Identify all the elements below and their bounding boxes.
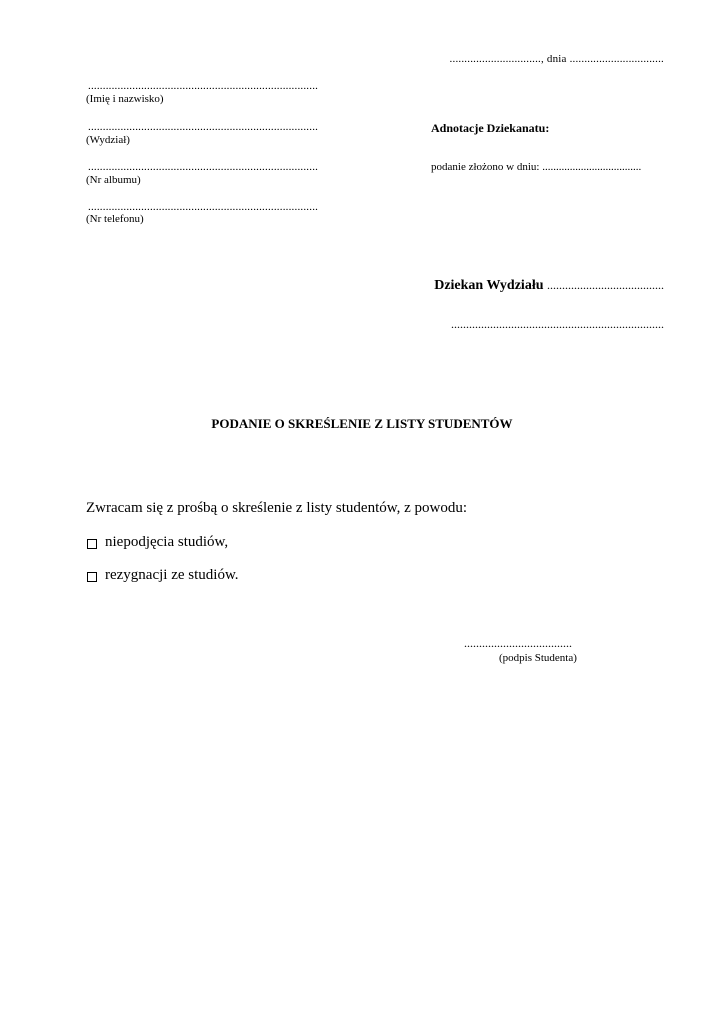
request-text: Zwracam się z prośbą o skreślenie z listy studentów, z powodu:: [86, 500, 468, 516]
name-label: (Imię i nazwisko): [86, 93, 164, 105]
phone-dots: ..............................................................................: [88, 201, 319, 213]
option-not-started-label: niepodjęcia studiów,: [105, 534, 229, 550]
addressee-title-dots: .......................................: [547, 278, 664, 292]
option-resignation-checkbox[interactable]: [87, 572, 97, 582]
place-date-line: ..............................., dnia ................................: [449, 53, 664, 65]
name-dots: ..............................................................................: [88, 80, 319, 92]
office-annotations-heading: Adnotacje Dziekanatu:: [431, 121, 550, 135]
option-resignation-label: rezygnacji ze studiów.: [105, 567, 239, 583]
phone-label: (Nr telefonu): [86, 213, 144, 225]
signature-dots: ....................................: [464, 636, 572, 650]
addressee-title: Dziekan Wydziału: [434, 278, 544, 293]
option-not-started-checkbox[interactable]: [87, 539, 97, 549]
faculty-label: (Wydział): [86, 134, 130, 146]
signature-label: (podpis Studenta): [499, 652, 577, 664]
addressee-line2: .......................................................................: [451, 317, 664, 331]
addressee-dean: [434, 278, 664, 294]
submitted-date-line: podanie złożono w dniu: ....................................: [431, 161, 642, 173]
album-label: (Nr albumu): [86, 174, 141, 186]
faculty-dots: ..............................................................................: [88, 121, 319, 133]
album-dots: ..............................................................................: [88, 161, 319, 173]
document-title: PODANIE O SKREŚLENIE Z LISTY STUDENTÓW: [211, 416, 513, 431]
